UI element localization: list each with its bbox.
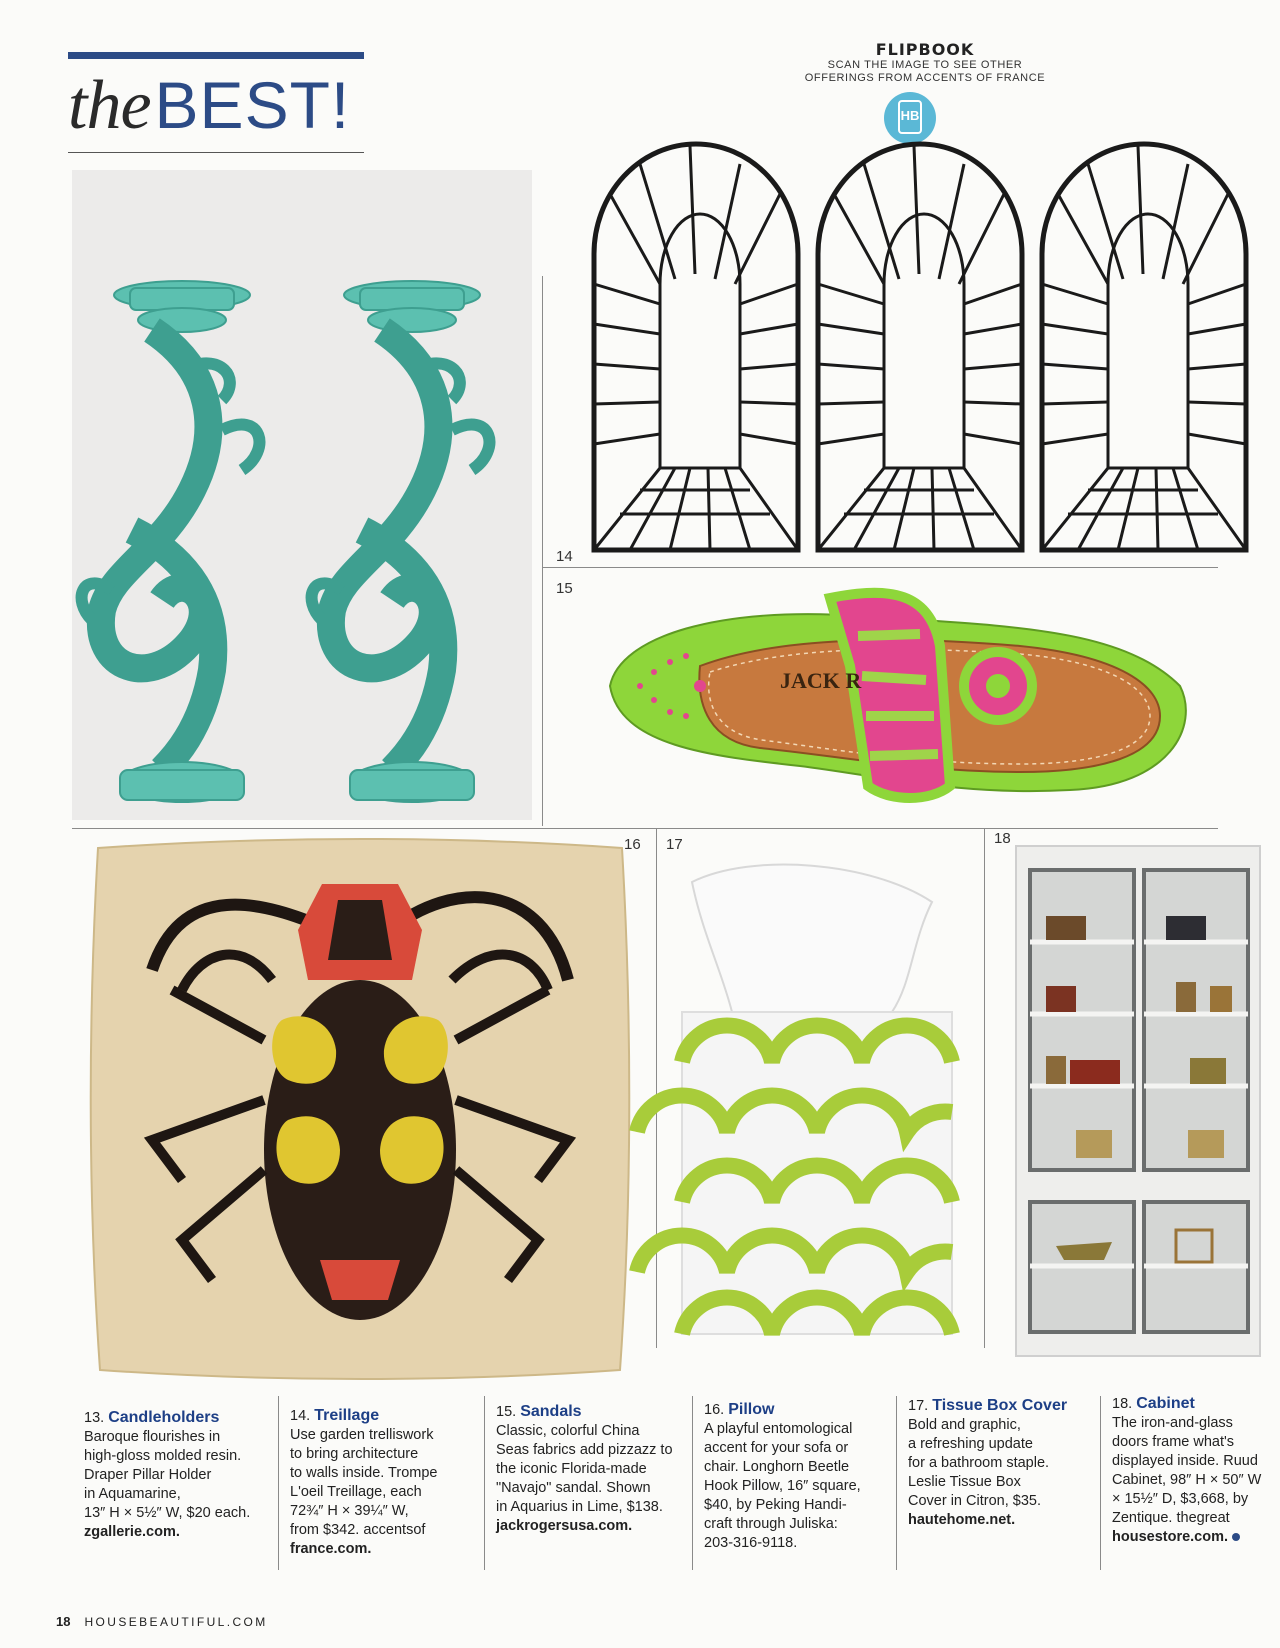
caption-line: The iron-and-glass	[1112, 1415, 1233, 1431]
caption-line: the iconic Florida-made	[496, 1461, 647, 1477]
caption-line: in Aquamarine,	[84, 1486, 181, 1502]
caption-line: × 15½″ D, $3,668, by	[1112, 1491, 1249, 1507]
caption-line: Use garden trelliswork	[290, 1427, 434, 1443]
caption-divider-4	[896, 1396, 897, 1570]
flipbook-callout[interactable]	[780, 40, 1070, 85]
divider-16-17	[656, 828, 657, 1348]
caption-url[interactable]: france.com.	[290, 1541, 372, 1557]
caption-title: Pillow	[728, 1401, 775, 1418]
caption-line: 203-316-9118.	[704, 1535, 798, 1551]
caption-line: Draper Pillar Holder	[84, 1467, 212, 1483]
photo-number-16: 16	[624, 836, 641, 853]
treillage-panel-right	[1042, 144, 1246, 550]
caption-line: 13″ H × 5½″ W, $20 each.	[84, 1505, 251, 1521]
title-best: BEST!	[154, 68, 351, 142]
caption-line: A playful entomological	[704, 1421, 853, 1437]
caption-url[interactable]: zgallerie.com.	[84, 1524, 180, 1540]
sandal-photo	[600, 576, 1200, 816]
caption-number: 16.	[704, 1402, 725, 1418]
divider-13-14	[542, 276, 543, 826]
caption-line: Cover in Citron, $35.	[908, 1493, 1041, 1509]
caption-line: Leslie Tissue Box	[908, 1474, 1021, 1490]
caption-line: craft through Juliska:	[704, 1516, 838, 1532]
tissue-box-photo	[672, 862, 972, 1342]
caption-candleholders	[84, 1408, 274, 1542]
site-name[interactable]: HOUSEBEAUTIFUL.COM	[84, 1615, 268, 1629]
photo-number-17: 17	[666, 836, 683, 853]
caption-divider-2	[484, 1396, 485, 1570]
divider-14-15	[542, 567, 1218, 568]
treillage-panel-center	[818, 144, 1022, 550]
caption-number: 15.	[496, 1404, 517, 1420]
end-mark-icon	[1232, 1533, 1240, 1541]
caption-divider-1	[278, 1396, 279, 1570]
treillage-panel-left	[594, 144, 798, 550]
caption-line: Cabinet, 98″ H × 50″ W	[1112, 1472, 1262, 1488]
caption-title: Cabinet	[1136, 1395, 1195, 1412]
caption-divider-5	[1100, 1396, 1101, 1570]
flipbook-heading: FLIPBOOK	[875, 40, 975, 59]
flipbook-line-2: OFFERINGS FROM ACCENTS OF FRANCE	[804, 72, 1046, 84]
title-the: the	[68, 67, 151, 144]
caption-line: high-gloss molded resin.	[84, 1448, 242, 1464]
caption-sandals	[496, 1402, 690, 1536]
title-underline	[68, 152, 364, 153]
treillage-photo	[590, 134, 1262, 554]
cabinet-photo	[1016, 846, 1260, 1356]
caption-title: Candleholders	[108, 1409, 220, 1426]
caption-cabinet	[1112, 1394, 1278, 1547]
caption-pillow	[704, 1400, 894, 1553]
caption-number: 13.	[84, 1410, 105, 1426]
caption-number: 17.	[908, 1398, 929, 1414]
caption-treillage	[290, 1406, 480, 1559]
caption-url[interactable]: jackrogersusa.com.	[496, 1518, 633, 1534]
flipbook-line-1: SCAN THE IMAGE TO SEE OTHER	[827, 59, 1023, 71]
caption-line: Bold and graphic,	[908, 1417, 1021, 1433]
caption-title: Tissue Box Cover	[932, 1397, 1068, 1414]
caption-number: 18.	[1112, 1396, 1133, 1412]
candleholders-photo	[72, 170, 532, 820]
caption-line: L'oeil Treillage, each	[290, 1484, 422, 1500]
caption-line: accent for your sofa or	[704, 1440, 849, 1456]
photo-number-15: 15	[556, 580, 573, 597]
photo-number-18: 18	[994, 830, 1011, 847]
title-rule	[68, 52, 364, 59]
caption-line: 72¾″ H × 39¼″ W,	[290, 1503, 409, 1519]
caption-line: to walls inside. Trompe	[290, 1465, 438, 1481]
caption-title: Sandals	[520, 1403, 582, 1420]
caption-line: chair. Longhorn Beetle	[704, 1459, 850, 1475]
caption-line: $40, by Peking Handi-	[704, 1497, 847, 1513]
divider-17-18	[984, 828, 985, 1348]
caption-line: a refreshing update	[908, 1436, 1033, 1452]
caption-line: Baroque flourishes in	[84, 1429, 221, 1445]
caption-number: 14.	[290, 1408, 311, 1424]
caption-line: Seas fabrics add pizzazz to	[496, 1442, 673, 1458]
divider-row	[72, 828, 1218, 829]
caption-tissue-box-cover	[908, 1396, 1098, 1530]
caption-line: Hook Pillow, 16″ square,	[704, 1478, 861, 1494]
caption-line: doors frame what's	[1112, 1434, 1235, 1450]
beetle-pillow-photo	[92, 840, 628, 1380]
caption-line: to bring architecture	[290, 1446, 419, 1462]
page-title	[68, 66, 388, 146]
sandal-brand-stamp: JACK R	[780, 668, 862, 693]
caption-line: Classic, colorful China	[496, 1423, 640, 1439]
caption-line: in Aquarius in Lime, $138.	[496, 1499, 663, 1515]
caption-line: displayed inside. Ruud	[1112, 1453, 1258, 1469]
caption-url[interactable]: housestore.com.	[1112, 1529, 1229, 1545]
photo-number-14: 14	[556, 548, 573, 565]
page-number: 18	[56, 1614, 71, 1629]
caption-title: Treillage	[314, 1407, 380, 1424]
flipbook-badge-label: HB	[898, 100, 922, 134]
caption-line: from $342. accentsof	[290, 1522, 426, 1538]
caption-line: Zentique. thegreat	[1112, 1510, 1230, 1526]
caption-url[interactable]: hautehome.net.	[908, 1512, 1016, 1528]
caption-line: for a bathroom staple.	[908, 1455, 1050, 1471]
caption-line: "Navajo" sandal. Shown	[496, 1480, 651, 1496]
caption-divider-3	[692, 1396, 693, 1570]
page-folio	[56, 1614, 268, 1629]
